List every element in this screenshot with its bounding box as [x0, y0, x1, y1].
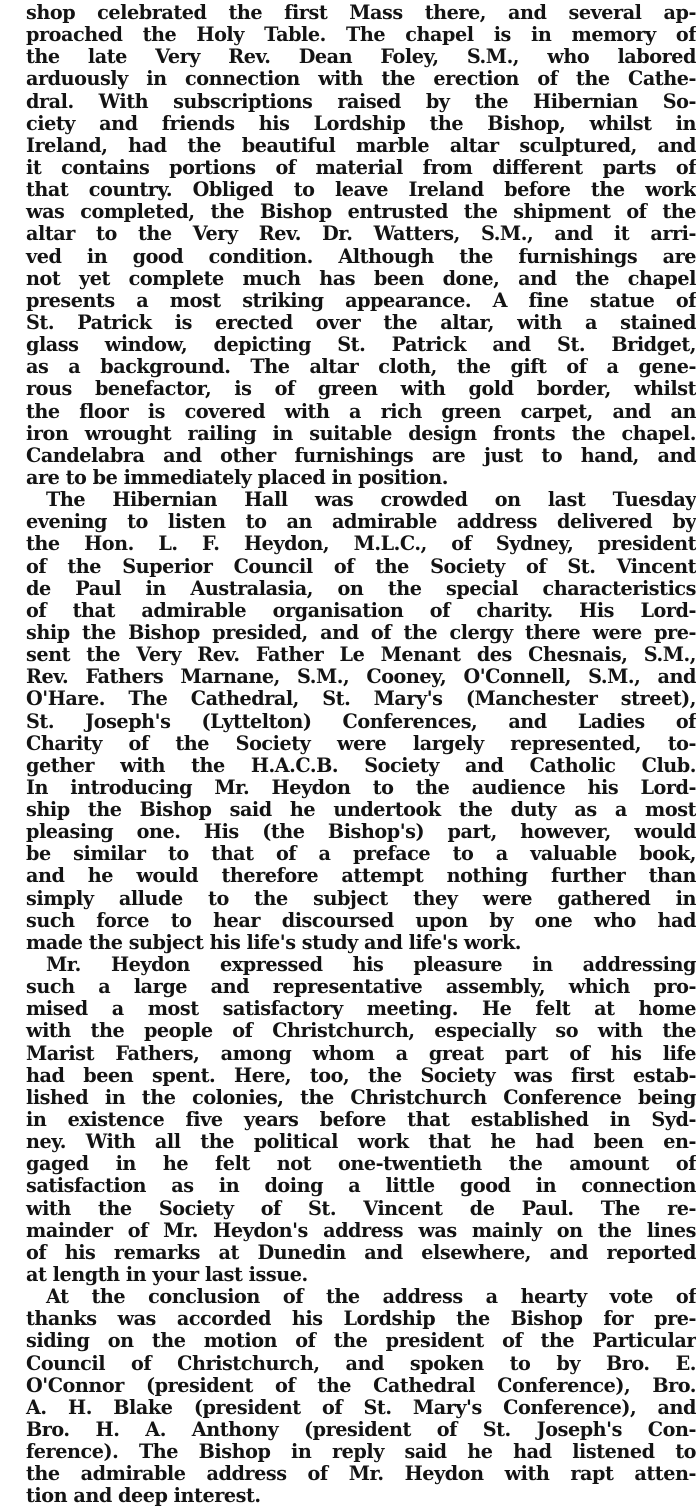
text-line: such force to hear discoursed upon by one who had [26, 909, 696, 932]
text-line: Ireland, had the beautiful marble altar sculptured, and [26, 134, 696, 157]
text-line: was completed, the Bishop entrusted the shipment of the [26, 201, 696, 224]
text-line: Council of Christchurch, and spoken to by Bro. E. [26, 1352, 696, 1375]
text-line: At the conclusion of the address a hearty vote of [46, 1286, 696, 1309]
text-line: had been spent. Here, too, the Society was first estab- [26, 1064, 696, 1087]
text-line: ference). The Bishop in reply said he had listened to [26, 1441, 696, 1464]
text-line: rous benefactor, is of green with gold border, whilst [26, 378, 696, 401]
text-line: thanks was accorded his Lordship the Bishop for pre- [26, 1308, 696, 1331]
text-line: O'Connor (president of the Cathedral Conference), Bro. [26, 1374, 696, 1397]
article-paragraph-heydon-address [4, 954, 696, 1286]
article-paragraph-chapel [4, 2, 696, 489]
text-line: are to be immediately placed in position. [26, 466, 448, 489]
text-line: lished in the colonies, the Christchurch Conference being [26, 1086, 696, 1109]
text-line: St. Patrick is erected over the altar, with a stained [26, 311, 696, 334]
text-line: tion and deep interest. [26, 1485, 261, 1508]
text-line: gaged in he felt not one-twentieth the amount of [26, 1153, 696, 1176]
article-paragraph-hibernian-hall [4, 489, 696, 954]
text-line: the late Very Rev. Dean Foley, S.M., who labored [26, 46, 696, 69]
text-line: Rev. Fathers Marnane, S.M., Cooney, O'Connell, S.M., and [26, 666, 696, 689]
text-line: Candelabra and other furnishings are just to hand, and [26, 444, 696, 467]
text-line: Mr. Heydon expressed his pleasure in addressing [46, 954, 696, 977]
article-paragraph-vote-of-thanks [4, 1286, 696, 1507]
text-line: it contains portions of material from different parts of [26, 156, 696, 179]
text-line: mised a most satisfactory meeting. He felt at home [26, 998, 696, 1021]
text-line: The Hibernian Hall was crowded on last Tuesday [46, 489, 696, 512]
text-line: with the people of Christchurch, especially so with the [26, 1020, 696, 1043]
text-line: O'Hare. The Cathedral, St. Mary's (Manchester street), [26, 688, 696, 711]
text-line: ved in good condition. Although the furnishings are [26, 245, 696, 268]
text-line: ney. With all the political work that he had been en- [26, 1131, 696, 1154]
text-line: pleasing one. His (the Bishop's) part, however, would [26, 821, 696, 844]
text-line: Marist Fathers, among whom a great part of his life [26, 1042, 696, 1065]
text-line: the floor is covered with a rich green carpet, and an [26, 400, 696, 423]
text-line: in existence five years before that established in Syd- [26, 1109, 696, 1132]
text-line: sent the Very Rev. Father Le Menant des Chesnais, S.M., [26, 644, 696, 667]
text-line: presents a most striking appearance. A fine statue of [26, 289, 696, 312]
text-line: Bro. H. A. Anthony (president of St. Joseph's Con- [26, 1419, 696, 1441]
text-line: such a large and representative assembly, which pro- [26, 976, 696, 999]
text-line: simply allude to the subject they were gathered in [26, 887, 696, 910]
text-line: that country. Obliged to leave Ireland before the work [26, 179, 696, 202]
text-line: the admirable address of Mr. Heydon with rapt atten- [26, 1463, 696, 1486]
text-line: glass window, depicting St. Patrick and St. Bridget, [26, 334, 696, 357]
text-line: ciety and friends his Lordship the Bishop, whilst in [26, 112, 696, 135]
text-line: as a background. The altar cloth, the gift of a gene- [26, 356, 696, 379]
text-line: arduously in connection with the erection of the Cathe- [26, 68, 696, 91]
text-line: mainder of Mr. Heydon's address was mainly on the lines [26, 1219, 696, 1242]
text-line: In introducing Mr. Heydon to the audience his Lord- [26, 776, 696, 799]
text-line: ship the Bishop said he undertook the duty as a most [26, 799, 696, 822]
text-line: siding on the motion of the president of the Particular [26, 1330, 696, 1353]
text-line: of the Superior Council of the Society of St. Vincent [26, 555, 696, 578]
text-line: ship the Bishop presided, and of the clergy there were pre- [26, 621, 696, 644]
text-line: A. H. Blake (president of St. Mary's Conference), and [26, 1396, 696, 1419]
text-line: shop celebrated the first Mass there, and several ap- [26, 2, 696, 24]
text-line: the Hon. L. F. Heydon, M.L.C., of Sydney, president [26, 533, 696, 556]
text-line: at length in your last issue. [26, 1264, 308, 1287]
text-line: dral. With subscriptions raised by the Hibernian So- [26, 90, 696, 113]
text-line: of his remarks at Dunedin and elsewhere, and reported [26, 1241, 696, 1264]
text-line: proached the Holy Table. The chapel is in memory of [26, 24, 696, 47]
text-line: de Paul in Australasia, on the special characteristics [26, 577, 696, 600]
text-line: with the Society of St. Vincent de Paul. The re- [26, 1197, 696, 1220]
text-line: and he would therefore attempt nothing further than [26, 865, 696, 888]
text-line: of that admirable organisation of charity. His Lord- [26, 599, 696, 622]
text-line: St. Joseph's (Lyttelton) Conferences, and Ladies of [26, 710, 696, 733]
text-line: altar to the Very Rev. Dr. Watters, S.M., and it arri- [26, 223, 696, 246]
text-line: satisfaction as in doing a little good in connection [26, 1175, 696, 1198]
text-line: be similar to that of a preface to a valuable book, [26, 843, 696, 866]
text-line: Charity of the Society were largely represented, to- [26, 732, 696, 755]
text-line: made the subject his life's study and life's work. [26, 931, 522, 954]
text-line: evening to listen to an admirable address delivered by [26, 511, 696, 534]
text-line: iron wrought railing in suitable design fronts the chapel. [26, 422, 696, 445]
text-line: gether with the H.A.C.B. Society and Catholic Club. [26, 754, 696, 777]
text-line: not yet complete much has been done, and the chapel [26, 267, 696, 290]
